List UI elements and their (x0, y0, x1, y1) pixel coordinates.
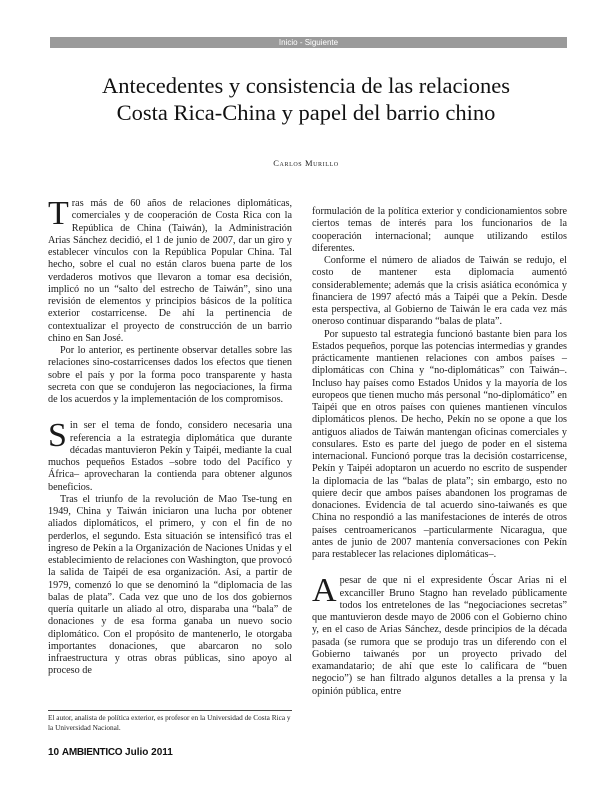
page-footer (48, 747, 173, 758)
issue-date: Julio 2011 (125, 747, 173, 758)
paragraph (48, 195, 292, 345)
author-footnote: El autor, analista de política exterior, es profesor en la Universidad de Costa Rica y la Universidad Nacional. (48, 713, 291, 732)
paragraph: Por lo anterior, es pertinente observar detalles sobre las relaciones sino-costarricenses dados los efectos que tienen sobre el país y por la forma poco transparente y hasta secreta con que se condujeron las negociaciones, la firma de los acuerdos y la implementación de los compromisos. (48, 345, 292, 405)
paragraph (312, 572, 567, 698)
paragraph (48, 417, 292, 494)
siguiente-link[interactable]: Siguiente (304, 38, 339, 47)
paragraph: Por supuesto tal estrategia funcionó bastante bien para los Estados pequeños, porque las potencias intermedias y grandes prácticamente mantienen relaciones con ambos países –diplomáticas con China y “no-diplomáticas” con Taiwán–. Incluso hay países como Estados Unidos y la mayoría de los europeos que tienen mucho más personal “no-diplomático” en Taipéi que en otros países con quienes mantienen vínculos diplomáticos plenos. De hecho, Pekín no se opone a que los antiguos aliados de Taiwán mantengan oficinas comerciales y consulares. Esto es parte del juego de poder en el sistema internacional. Funcionó porque tras la decisión costarricense, Pekín y Taipéi adoptaron un acuerdo no escrito de suspender la diplomacia de las “balas de plata”; sin embargo, esto no quiere decir que ambos países abandonen los programas de donaciones. Evidencia de tal acuerdo sino-taiwanés es que China no respondió a las manifestaciones de interés de otros países centroamericanos –particularmente Nicaragua, que antes de junio de 2007 mantenía conversaciones con Pekín para restablecer las relaciones diplomáticas–. (312, 328, 567, 560)
left-column (48, 195, 292, 678)
drop-cap: T (48, 195, 69, 232)
nav-separator: - (297, 38, 305, 47)
magazine-logo: AMBIENTICO (61, 747, 123, 758)
title-line-1: Antecedentes y consistencia de las relaciones (102, 73, 510, 98)
paragraph-text: in ser el tema de fondo, considero necesaria una referencia a la estrategia diplomática que durante décadas mantuvieron Pekín y Taipéi, mediante la cual muchos pequeños Estados –sobre todo del Pacífico y África– aprovecharan la contienda para obtener algunos beneficios. (48, 420, 292, 493)
article-title (60, 72, 552, 126)
paragraph: Tras el triunfo de la revolución de Mao Tse-tung en 1949, China y Taiwán iniciaron una lucha por obtener aliados diplomáticos, el primero, y con el fin de no perderlos, el segundo. Esta situación se intensificó tras el ingreso de Pekín a la Organización de Naciones Unidas y el establecimiento de relaciones con Washington, que provocó la salida de Taipéi de esa organización. Así, a partir de 1979, comenzó lo que se denominó la “diplomacia de las balas de plata”. Cada vez que uno de los dos gobiernos quería quitarle un aliado al otro, disparaba una “bala” de donaciones y de esa forma ganaba un nuevo socio diplomático. Con el propósito de mantenerlo, le otorgaba importantes donaciones, que abarcaron no solo infraestructura y otras obras públicas, sino apoyo al proceso de (48, 493, 292, 677)
title-line-2: Costa Rica-China y papel del barrio chino (116, 100, 496, 125)
drop-cap: S (48, 417, 67, 455)
navigation-bar (50, 37, 567, 48)
drop-cap: A (312, 572, 337, 610)
paragraph-text: ras más de 60 años de relaciones diplomáticas, comerciales y de cooperación de Costa Rica con la República de China (Taiwán), la Administración Arias Sánchez decidió, el 1 de junio de 2007, dar un giro y establecer vínculos con la República Popular China. Tal hecho, sobre el cual no están claros buena parte de los verdaderos motivos que llevaron a tomar esa decisión, implicó no un “salto del estrecho de Taiwán”, sino una revisión de elementos y principios básicos de la política exterior costarricense. De ahí la pertinencia de contextualizar el proyecto de construcción de un barrio chino en San José. (48, 198, 292, 344)
article-author: Carlos Murillo (273, 158, 339, 168)
page-number: 10 (48, 747, 60, 758)
footnote-divider (48, 710, 292, 711)
paragraph: Conforme el número de aliados de Taiwán se redujo, el costo de mantener esta diplomacia aumentó considerablemente; además que la crisis asiática económica y financiera de 1997 afectó más a Taipéi que a Pekín. Desde esta perspectiva, al Gobierno de Taiwán le era cada vez más oneroso continuar disparando “balas de plata”. (312, 255, 567, 328)
paragraph: formulación de la política exterior y condicionamientos sobre ciertos temas de interés para los funcionarios de la cooperación internacional; aunque utilizando estilos diferentes. (312, 206, 567, 254)
right-column (312, 206, 567, 698)
inicio-link[interactable]: Inicio (278, 38, 298, 47)
paragraph-text: pesar de que ni el expresidente Óscar Arias ni el excanciller Bruno Stagno han revelado públicamente todos los entretelones de las “negociaciones secretas” que mantuvieron desde mayo de 2006 con el Gobierno chino y, en el caso de Arias Sánchez, desde principios de la década pasada (se rumora que se produjo tras un diferendo con el Gobierno taiwanés por un proyecto privado del examandatario; de ahí que este lo calificara de “buen negocio”) se han filtrado algunos detalles a la prensa y la opinión pública, entre (312, 575, 567, 697)
